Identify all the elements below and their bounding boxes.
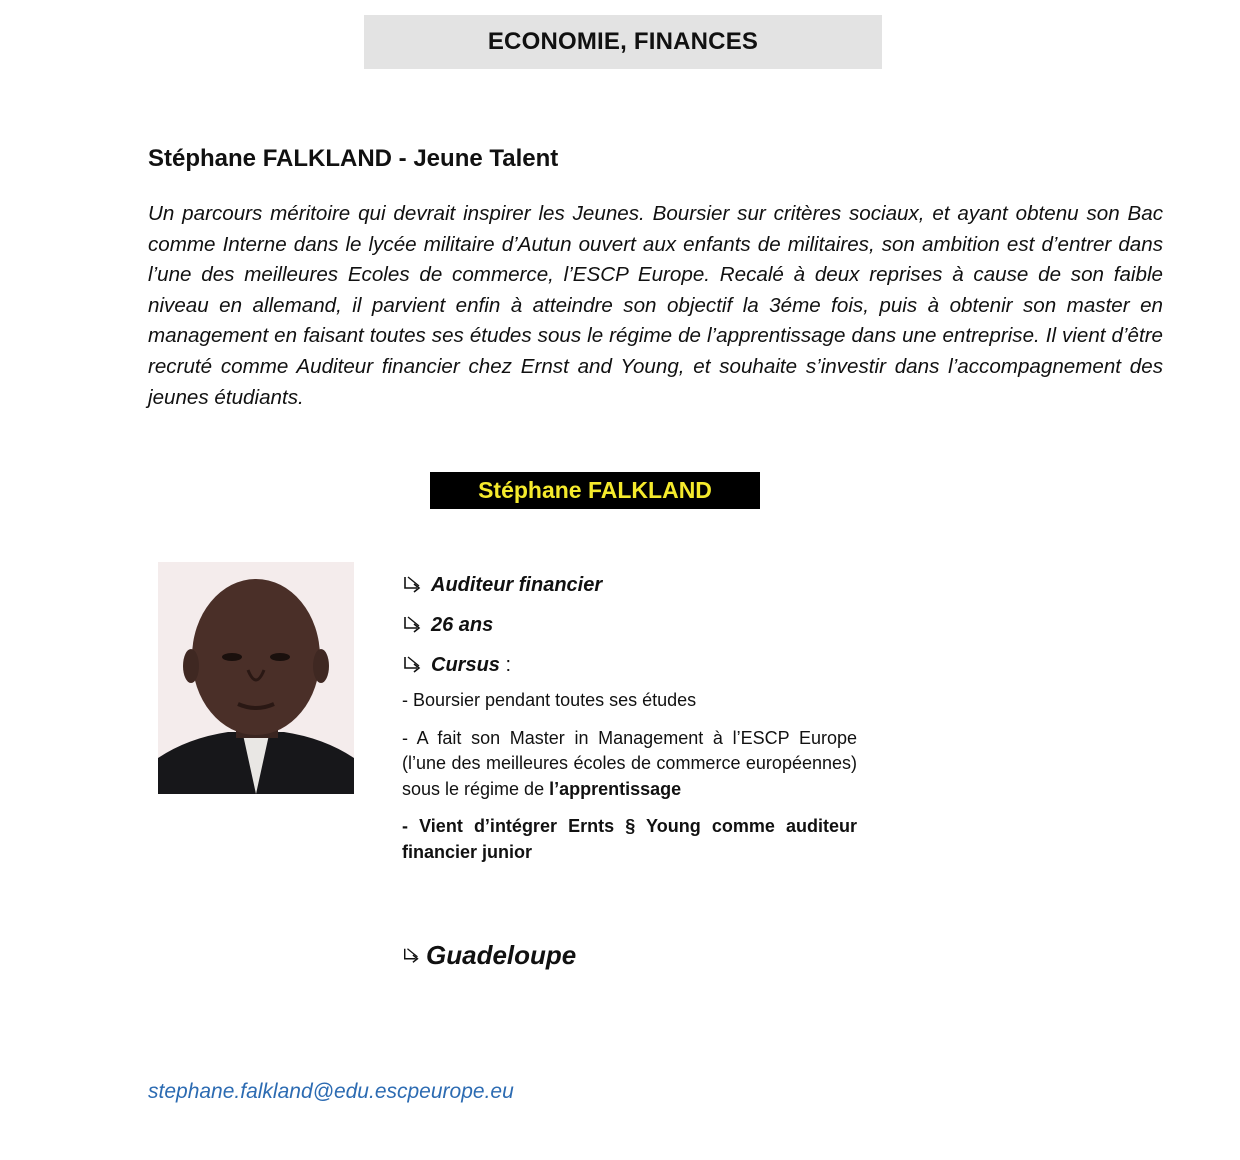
age: 26 ans: [431, 613, 494, 636]
section-title: ECONOMIE, FINANCES: [487, 28, 759, 55]
profile-heading: Stéphane FALKLAND - Jeune Talent: [148, 145, 559, 172]
cursus-suffix: :: [499, 653, 512, 676]
location: Guadeloupe: [426, 940, 577, 970]
master-item-bold: l’apprentissage: [549, 778, 682, 799]
name-banner-text: Stéphane FALKLAND: [478, 477, 712, 503]
intro-paragraph: Un parcours méritoire qui devrait inspirer les Jeunes. Boursier sur critères sociaux, et ayant obtenu son Bac comme Interne dans le lycée militaire d’Autun ouvert aux enfants de militaires, son ambition est d’entrer dans l’une des meilleures Ecoles de commerce, l’ESCP Europe. Recalé à deux reprises à cause de son faible niveau en allemand, il parvient enfin à atteindre son objectif la 3éme fois, puis à obtenir son master en management en faisant toutes ses études sous le régime de l’apprentissage dans une entreprise. Il vient d’être recruté comme Auditeur financier chez Ernst and Young, et souhaite s’investir dans l’accompagnement des jeunes étudiants.: [148, 202, 1163, 409]
location-line: [402, 940, 576, 971]
portrait-illustration: [158, 562, 354, 794]
recent-job-item: - Vient d’intégrer Ernts § Young comme auditeur financier junior: [402, 816, 857, 862]
details-list: [402, 568, 857, 877]
cursus-line: [402, 648, 857, 682]
job-line: [402, 568, 857, 602]
name-banner: [430, 472, 760, 509]
email-link[interactable]: stephane.falkland@edu.escpeurope.eu: [148, 1080, 514, 1103]
section-title-banner: [364, 15, 882, 69]
scholarship-item: - Boursier pendant toutes ses études: [402, 690, 697, 710]
arrow-bullet-icon: [402, 574, 424, 596]
age-line: [402, 608, 857, 642]
master-item-text: - A fait son Master in Management à l’ESCP Europe (l’une des meilleures écoles de commerce européennes) sous le régime de: [402, 727, 857, 799]
arrow-bullet-icon: [402, 946, 422, 966]
arrow-bullet-icon: [402, 614, 424, 636]
cursus-label: Cursus: [431, 653, 500, 676]
portrait-photo: [158, 562, 354, 794]
master-item: [402, 726, 857, 803]
job-title: Auditeur financier: [431, 573, 603, 596]
arrow-bullet-icon: [402, 654, 424, 676]
